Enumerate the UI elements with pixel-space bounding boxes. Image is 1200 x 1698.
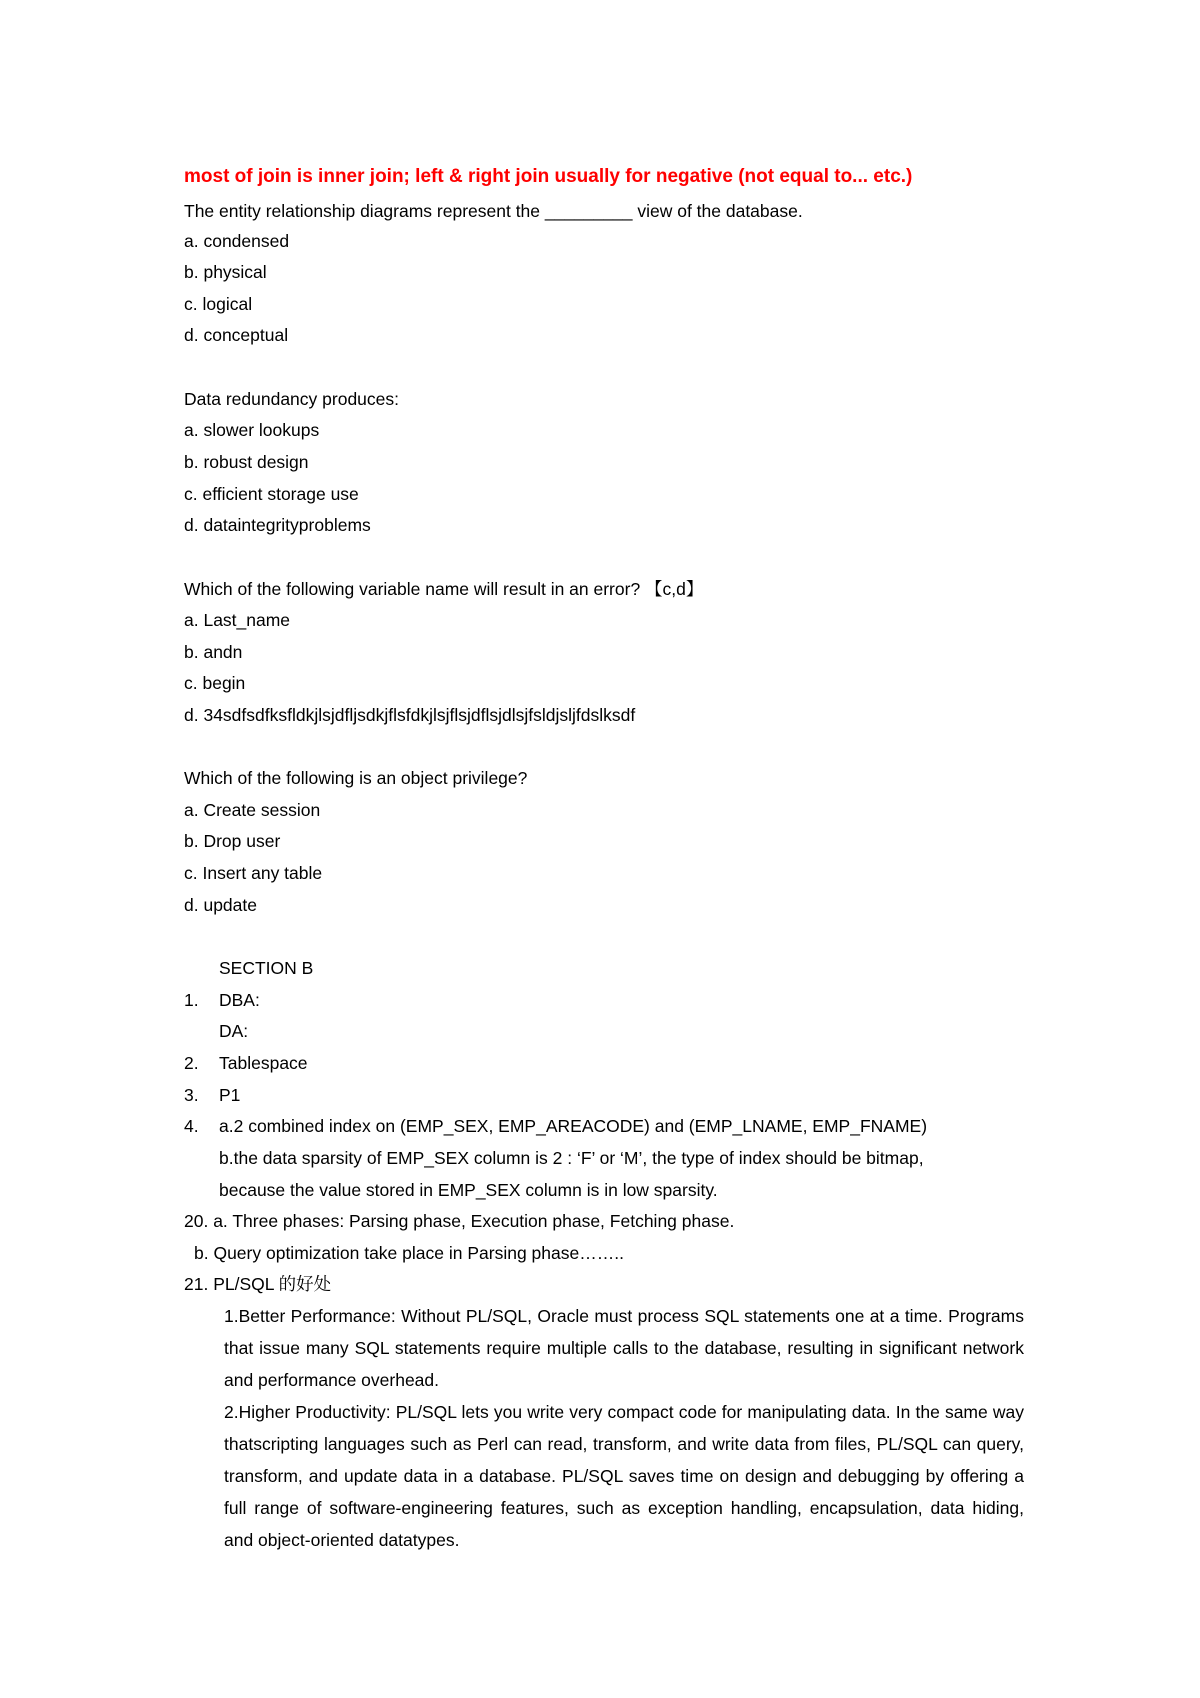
question-4-text: Which of the following is an object privilege? (184, 768, 528, 788)
item-3-number: 3. (184, 1085, 199, 1105)
item-21-paragraph-1: 1.Better Performance: Without PL/SQL, Oracle must process SQL statements one at a time. Programs that issue many SQL statements require multiple calls to the database, resulting in significant network and performance overhead. (224, 1306, 1024, 1390)
item-4-number: 4. (184, 1116, 199, 1136)
red-heading: most of join is inner join; left & right join usually for negative (not equal to... etc.) (184, 166, 913, 187)
item-2-number: 2. (184, 1053, 199, 1073)
q3-option-a: a. Last_name (184, 610, 291, 630)
question-1-text: The entity relationship diagrams represent the _________ view of the database. (184, 201, 803, 221)
item-20-part-b: b. Query optimization take place in Parsing phase…….. (194, 1243, 624, 1263)
item-20-part-a: 20. a. Three phases: Parsing phase, Execution phase, Fetching phase. (184, 1211, 735, 1231)
q3-option-c: c. begin (184, 673, 246, 693)
q4-option-a: a. Create session (184, 800, 321, 820)
q3-option-d: d. 34sdfsdfksfldkjlsjdfljsdkjflsfdkjlsjflsjdflsjdlsjfsldjsljfdslksdf (184, 705, 636, 725)
q2-option-c: c. efficient storage use (184, 484, 359, 504)
q4-option-c: c. Insert any table (184, 863, 323, 883)
q4-option-b: b. Drop user (184, 831, 281, 851)
q2-option-b: b. robust design (184, 452, 309, 472)
section-b-title: SECTION B (219, 958, 314, 978)
item-1-number: 1. (184, 990, 199, 1010)
q1-option-b: b. physical (184, 262, 267, 282)
item-21-paragraph-2: 2.Higher Productivity: PL/SQL lets you write very compact code for manipulating data. In the same way thatscripting languages such as Perl can read, transform, and write data from files, PL/SQL can query, transform, and update data in a database. PL/SQL saves time on design and debugging by offering a full range of software-engineering features, such as exception handling, encapsulation, data hiding, and object-oriented datatypes. (224, 1402, 1024, 1550)
item-4-part-a: a.2 combined index on (EMP_SEX, EMP_AREACODE) and (EMP_LNAME, EMP_FNAME) (219, 1116, 928, 1136)
q1-option-a: a. condensed (184, 231, 290, 251)
q4-option-d: d. update (184, 895, 257, 915)
q2-option-d: d. dataintegrityproblems (184, 515, 371, 535)
item-4-part-b-line2: because the value stored in EMP_SEX column is in low sparsity. (219, 1180, 718, 1200)
q1-option-d: d. conceptual (184, 325, 289, 345)
item-21-title: 21. PL/SQL 的好处 (184, 1274, 332, 1294)
q3-option-b: b. andn (184, 642, 243, 662)
q2-option-a: a. slower lookups (184, 420, 320, 440)
item-3-text: P1 (219, 1085, 241, 1105)
item-1-dba: DBA: (219, 990, 260, 1010)
item-2-text: Tablespace (219, 1053, 308, 1073)
question-3-text: Which of the following variable name will result in an error? 【c,d】 (184, 579, 704, 599)
q1-option-c: c. logical (184, 294, 253, 314)
item-1-da: DA: (219, 1021, 249, 1041)
question-2-text: Data redundancy produces: (184, 389, 399, 409)
item-4-part-b-line1: b.the data sparsity of EMP_SEX column is 2 : ‘F’ or ‘M’, the type of index should be bitmap, (219, 1148, 924, 1168)
